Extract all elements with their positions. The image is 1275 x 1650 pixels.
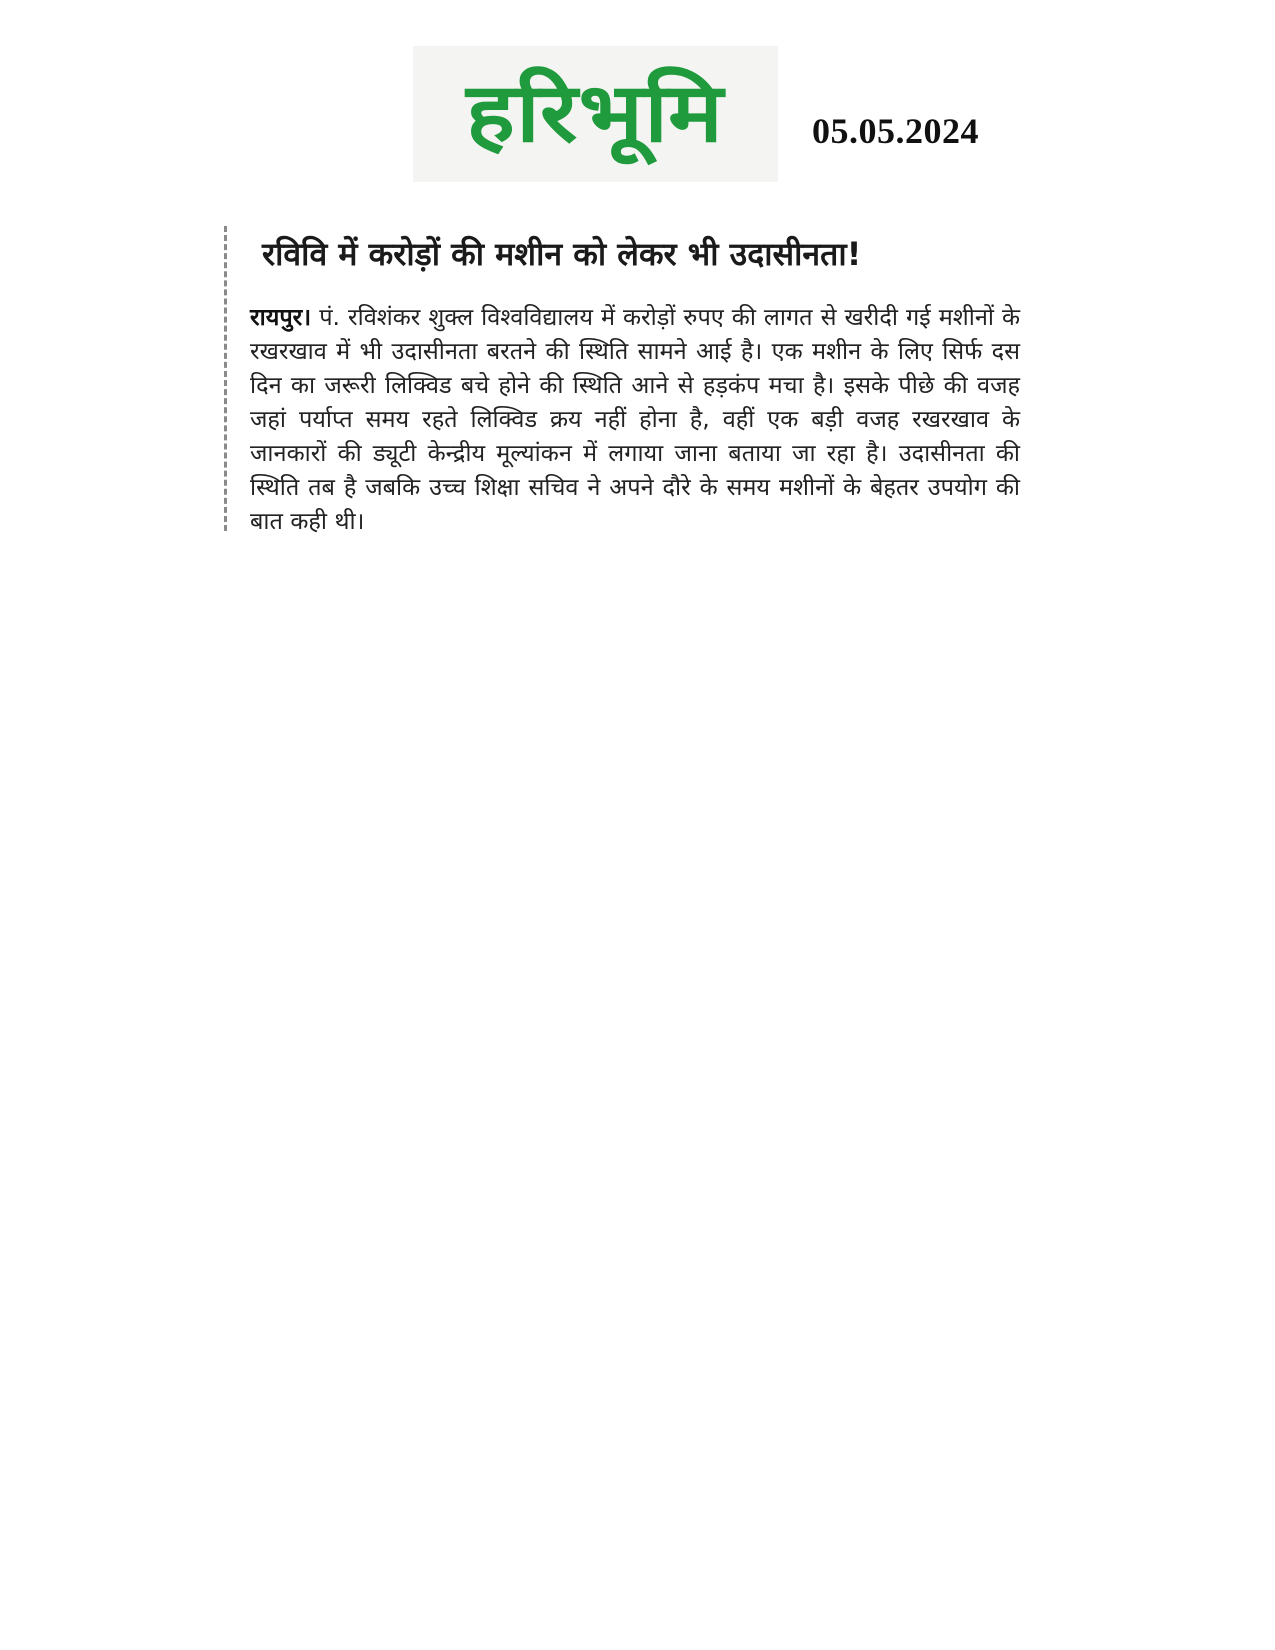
article-dateline: रायपुर। — [250, 303, 312, 331]
article-body — [250, 300, 1020, 538]
clipping-cut-line — [224, 226, 227, 531]
publication-date: 05.05.2024 — [812, 111, 979, 151]
newspaper-logo: हरिभूमि — [466, 66, 725, 161]
article-body-text: पं. रविशंकर शुक्ल विश्वविद्यालय में करोड़ों रुपए की लागत से खरीदी गई मशीनों के रखरखाव में भी उदासीनता बरतने की स्थिति सामने आई है। एक मशीन के लिए सिर्फ दस दिन का जरूरी लिक्विड बचे होने की स्थिति आने से हड़कंप मचा है। इसके पीछे की वजह जहां पर्याप्त समय रहते लिक्विड क्रय नहीं होना है, वहीं एक बड़ी वजह रखरखाव के जानकारों की ड्यूटी केन्द्रीय मूल्यांकन में लगाया जाना बताया जा रहा है। उदासीनता की स्थिति तब है जबकि उच्च शिक्षा सचिव ने अपने दौरे के समय मशीनों के बेहतर उपयोग की बात कही थी। — [250, 303, 1020, 535]
newspaper-masthead — [413, 46, 778, 182]
news-clipping — [224, 226, 1024, 535]
article-headline: रविवि में करोड़ों की मशीन को लेकर भी उदासीनता! — [262, 235, 862, 273]
